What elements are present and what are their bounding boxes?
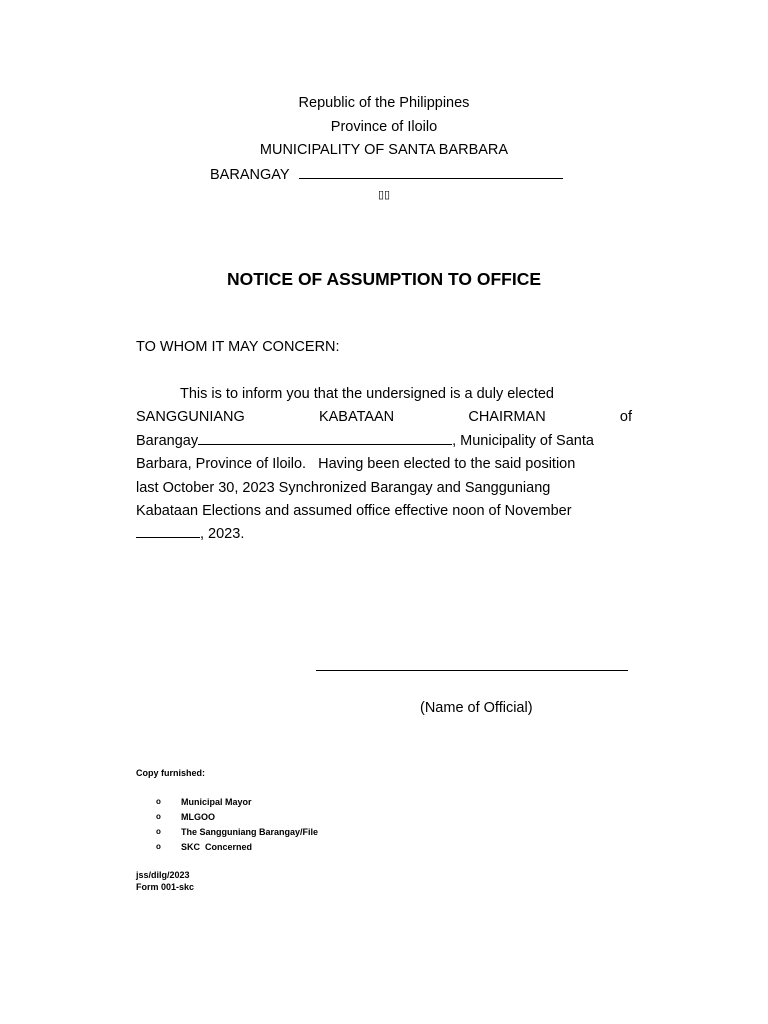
list-item-label: The Sangguniang Barangay/File: [181, 827, 319, 837]
bullet-icon: o: [156, 797, 161, 806]
bullet-icon: o: [156, 842, 161, 851]
salutation: TO WHOM IT MAY CONCERN:: [136, 339, 340, 355]
header-glyph: ▯▯: [377, 189, 391, 201]
body-paragraph: [136, 383, 632, 547]
header-province: Province of Iloilo: [330, 119, 438, 135]
header-barangay-line: [210, 164, 563, 185]
header-municipality: MUNICIPALITY OF SANTA BARBARA: [259, 142, 509, 158]
body-line-3: [136, 430, 632, 453]
list-item: [156, 841, 318, 856]
body-year-text: , 2023.: [200, 526, 245, 543]
copy-furnished-list: [156, 796, 318, 856]
body-municipality-text: , Municipality of Santa: [452, 432, 594, 449]
body-line-7: [136, 523, 632, 546]
list-item: [156, 796, 318, 811]
body-line-4: Barbara, Province of Iloilo. Having been elected to the said position: [136, 456, 576, 473]
barangay-label: BARANGAY: [210, 167, 290, 183]
document-title: NOTICE OF ASSUMPTION TO OFFICE: [226, 269, 542, 289]
footer-ref-code: jss/dilg/2023: [136, 870, 190, 880]
copy-furnished-label: Copy furnished:: [136, 768, 205, 778]
list-item-label: SKC Concerned: [181, 842, 253, 852]
body-line-6: Kabataan Elections and assumed office effective noon of November: [136, 502, 572, 519]
body-line-2: [136, 406, 632, 429]
date-blank: [136, 523, 200, 538]
body-barangay-blank: [198, 430, 452, 445]
body-line-1: This is to inform you that the undersigned is a duly elected: [180, 386, 554, 402]
barangay-blank: [299, 164, 563, 179]
signature-line: [316, 670, 628, 671]
bullet-icon: o: [156, 812, 161, 821]
body-word-kabataan: KABATAAN: [318, 409, 395, 426]
body-barangay-label: Barangay: [136, 432, 199, 449]
bullet-icon: o: [156, 827, 161, 836]
body-word-sangguniang: SANGGUNIANG: [136, 409, 245, 426]
list-item: [156, 826, 318, 841]
list-item-label: Municipal Mayor: [181, 797, 252, 807]
body-word-chairman: CHAIRMAN: [468, 409, 546, 426]
body-line-5: last October 30, 2023 Synchronized Barangay and Sangguniang: [136, 479, 551, 496]
body-word-of: of: [619, 409, 632, 426]
signature-name-label: (Name of Official): [420, 700, 533, 716]
footer-form-number: Form 001-skc: [136, 882, 195, 892]
list-item-label: MLGOO: [181, 812, 215, 822]
list-item: [156, 811, 318, 826]
footer-reference: [136, 869, 194, 893]
header-republic: Republic of the Philippines: [298, 95, 470, 111]
